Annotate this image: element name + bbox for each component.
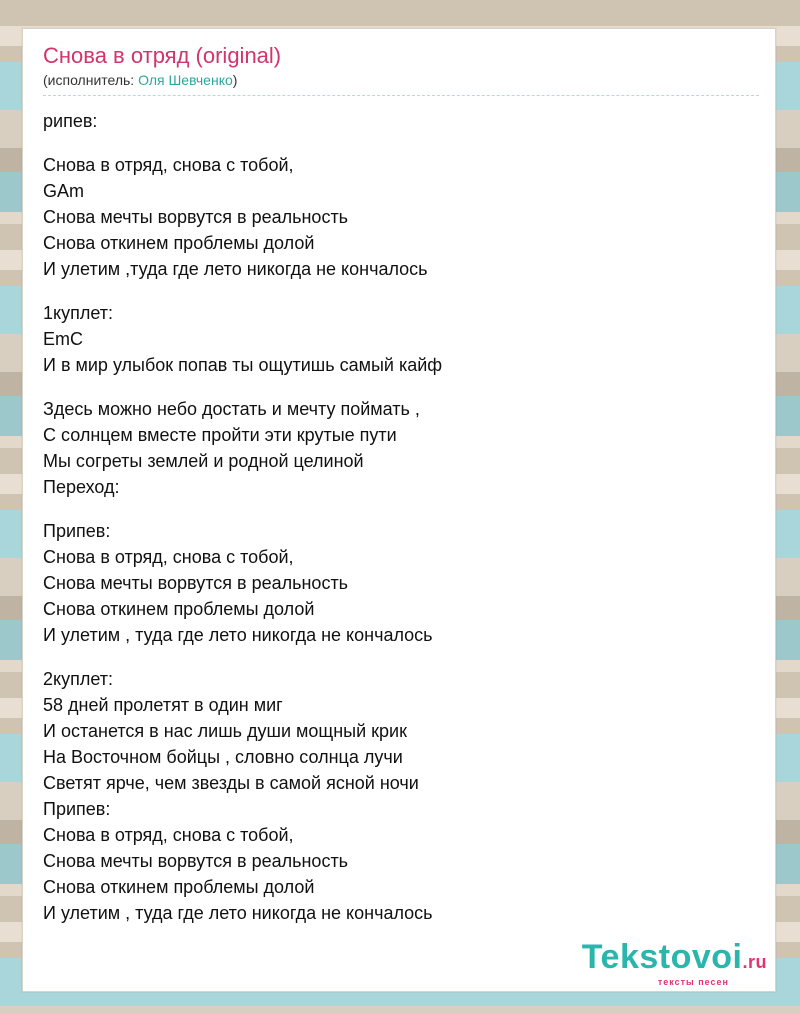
lyric-blank-line bbox=[43, 378, 759, 396]
lyric-line: Снова в отряд, снова с тобой, bbox=[43, 155, 294, 175]
lyric-line: Снова откинем проблемы долой bbox=[43, 877, 315, 897]
site-logo[interactable] bbox=[582, 940, 767, 987]
lyric-line: рипев: bbox=[43, 111, 98, 131]
performer-line bbox=[43, 71, 759, 89]
performer-suffix: ) bbox=[232, 72, 238, 88]
lyric-line: Припев: bbox=[43, 799, 111, 819]
lyric-line: Светят ярче, чем звезды в самой ясной ночи bbox=[43, 773, 419, 793]
lyric-line: Снова мечты ворвутся в реальность bbox=[43, 573, 349, 593]
lyric-line: Снова в отряд, снова с тобой, bbox=[43, 825, 294, 845]
lyric-line: EmC bbox=[43, 329, 83, 349]
lyric-line: Переход: bbox=[43, 477, 120, 497]
lyric-blank-line bbox=[43, 134, 759, 152]
lyric-line: 1куплет: bbox=[43, 303, 113, 323]
song-header bbox=[43, 41, 759, 96]
song-title: Снова в отряд (original) bbox=[43, 43, 282, 68]
lyric-line: Здесь можно небо достать и мечту поймать , bbox=[43, 399, 420, 419]
logo-name: Tekstovoi bbox=[581, 938, 743, 976]
performer-prefix: (исполнитель: bbox=[43, 72, 139, 88]
lyric-line: Мы согреты землей и родной целиной bbox=[43, 451, 364, 471]
lyric-line: GAm bbox=[43, 181, 85, 201]
lyric-line: Снова откинем проблемы долой bbox=[43, 599, 315, 619]
lyric-line: И улетим , туда где лето никогда не кончалось bbox=[43, 625, 433, 645]
lyric-line: 2куплет: bbox=[43, 669, 113, 689]
lyric-blank-line bbox=[43, 500, 759, 518]
logo-tagline: тексты песен bbox=[657, 977, 729, 987]
performer-link[interactable]: Оля Шевченко bbox=[138, 72, 233, 88]
lyric-line: На Восточном бойцы , словно солнца лучи bbox=[43, 747, 403, 767]
lyric-line: И в мир улыбок попав ты ощутишь самый кайф bbox=[43, 355, 443, 375]
lyrics-body bbox=[43, 108, 759, 926]
lyric-line: С солнцем вместе пройти эти крутые пути bbox=[43, 425, 397, 445]
lyric-line: 58 дней пролетят в один миг bbox=[43, 695, 283, 715]
logo-tld: .ru bbox=[742, 952, 767, 972]
lyric-line: Снова откинем проблемы долой bbox=[43, 233, 315, 253]
lyric-line: Припев: bbox=[43, 521, 111, 541]
lyrics-card bbox=[22, 28, 776, 992]
lyric-blank-line bbox=[43, 282, 759, 300]
lyric-line: Снова мечты ворвутся в реальность bbox=[43, 207, 349, 227]
lyric-line: Снова мечты ворвутся в реальность bbox=[43, 851, 349, 871]
lyric-line: И останется в нас лишь души мощный крик bbox=[43, 721, 407, 741]
lyric-line: И улетим ,туда где лето никогда не кончалось bbox=[43, 259, 428, 279]
lyric-blank-line bbox=[43, 648, 759, 666]
lyric-line: И улетим , туда где лето никогда не кончалось bbox=[43, 903, 433, 923]
lyric-line: Снова в отряд, снова с тобой, bbox=[43, 547, 294, 567]
